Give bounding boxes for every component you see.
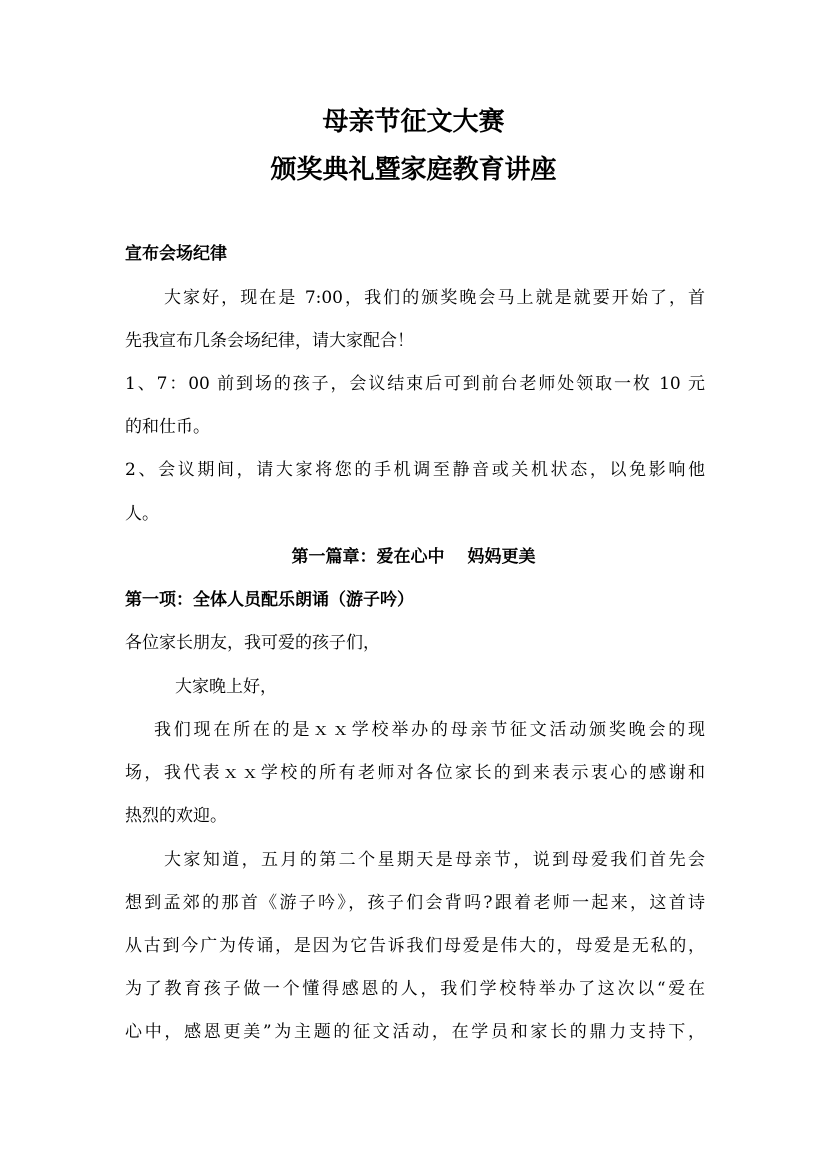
intro-line2: 先我宣布几条会场纪律，请大家配合！ xyxy=(125,331,414,351)
para2-line3: 从古到今广为传诵，是因为它告诉我们母爱是伟大的，母爱是无私的， xyxy=(125,936,705,956)
section-heading: 宣布会场纪律 xyxy=(125,244,227,264)
rule1-line1: 1、7：00 前到场的孩子，会议结束后可到前台老师处领取一枚 10 元 xyxy=(125,374,705,394)
para1-line2: 场，我代表ｘｘ学校的所有老师对各位家长的到来表示衷心的感谢和 xyxy=(125,763,705,783)
greeting-line1: 各位家长朋友，我可爱的孩子们， xyxy=(125,633,380,653)
para2-line2: 想到孟郊的那首《游子吟》，孩子们会背吗?跟着老师一起来，这首诗 xyxy=(125,893,705,913)
para1-line1: 我们现在所在的是ｘｘ学校举办的母亲节征文活动颁奖晚会的现 xyxy=(154,720,705,740)
intro-line1: 大家好，现在是 7:00，我们的颁奖晚会马上就是就要开始了，首 xyxy=(164,288,705,308)
para1-line3: 热烈的欢迎。 xyxy=(125,806,227,826)
chapter-heading: 第一篇章：爱在心中 妈妈更美 xyxy=(291,547,536,567)
document-title-line1: 母亲节征文大赛 xyxy=(322,107,505,137)
para2-line1: 大家知道，五月的第二个星期天是母亲节，说到母爱我们首先会 xyxy=(164,850,705,870)
rule1-line2: 的和仕币。 xyxy=(125,417,210,437)
item-heading: 第一项：全体人员配乐朗诵（游子吟） xyxy=(125,590,414,610)
rule2-line1: 2、会议期间，请大家将您的手机调至静音或关机状态，以免影响他 xyxy=(125,460,705,480)
para2-line4: 为了教育孩子做一个懂得感恩的人，我们学校特举办了这次以“爱在 xyxy=(125,979,705,999)
document-title-line2: 颁奖典礼暨家庭教育讲座 xyxy=(270,155,557,185)
rule2-line2: 人。 xyxy=(125,504,159,524)
para2-line5: 心中，感恩更美”为主题的征文活动，在学员和家长的鼎力支持下， xyxy=(125,1022,705,1042)
greeting-line2: 大家晚上好， xyxy=(175,677,277,697)
